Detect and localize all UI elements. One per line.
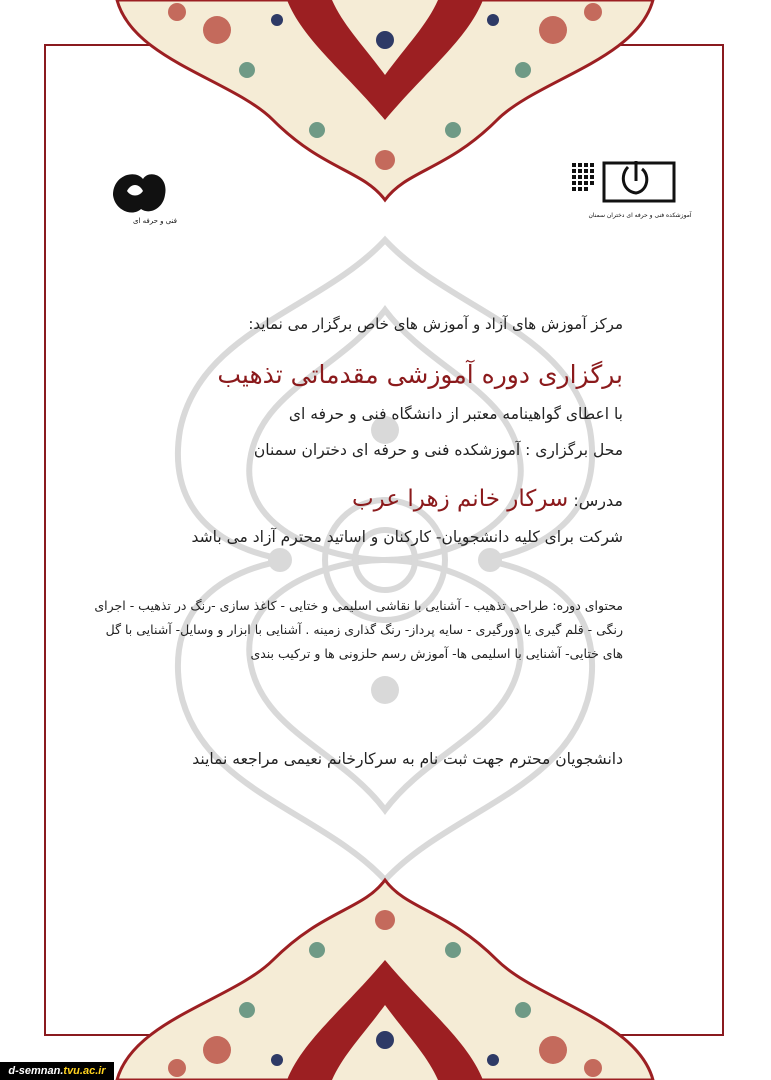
site-domain: tvu.ac.ir bbox=[63, 1065, 106, 1077]
participants-text: شرکت برای کلیه دانشجویان- کارکنان و اساتید محترم آزاد می باشد bbox=[191, 528, 623, 546]
site-prefix: d-semnan. bbox=[8, 1065, 64, 1077]
college-logo-caption: آموزشکده فنی و حرفه ای دختران سمنان bbox=[588, 212, 692, 219]
teacher-line bbox=[352, 486, 623, 512]
college-logo-icon bbox=[570, 155, 692, 225]
certificate-note: با اعطای گواهینامه معتبر از دانشگاه فنی و حرفه ای bbox=[288, 405, 623, 423]
teacher-name: سرکار خانم زهرا عرب bbox=[352, 486, 569, 512]
university-emblem-caption: فنی و حرفه ای bbox=[132, 217, 178, 225]
intro-text: مرکز آموزش های آزاد و آموزش های خاص برگزار می نماید: bbox=[248, 315, 623, 333]
course-content-text: محتوای دوره: طراحی تذهیب - آشنایی با نقاشی اسلیمی و ختایی - کاغذ سازی -رنگ در تذهیب - اجرای رنگی - قلم گیری یا دورگیری - سایه پرداز- رنگ گذاری زمینه . آشنایی با ابزار و وسایل- آشنایی با گل های ختایی- آشنایی با اسلیمی ها- آموزش رسم حلزونی ها و ترکیب بندی bbox=[94, 598, 623, 661]
university-emblem-icon bbox=[105, 165, 178, 225]
site-watermark bbox=[0, 1062, 114, 1080]
registration-text: دانشجویان محترم جهت ثبت نام به سرکارخانم نعیمی مراجعه نمایند bbox=[192, 750, 623, 768]
venue-text: محل برگزاری : آموزشکده فنی و حرفه ای دختران سمنان bbox=[253, 441, 623, 459]
teacher-label: مدرس: bbox=[573, 491, 623, 510]
bottom-ornament bbox=[117, 880, 653, 1080]
course-headline: برگزاری دوره آموزشی مقدماتی تذهیب bbox=[217, 360, 623, 389]
